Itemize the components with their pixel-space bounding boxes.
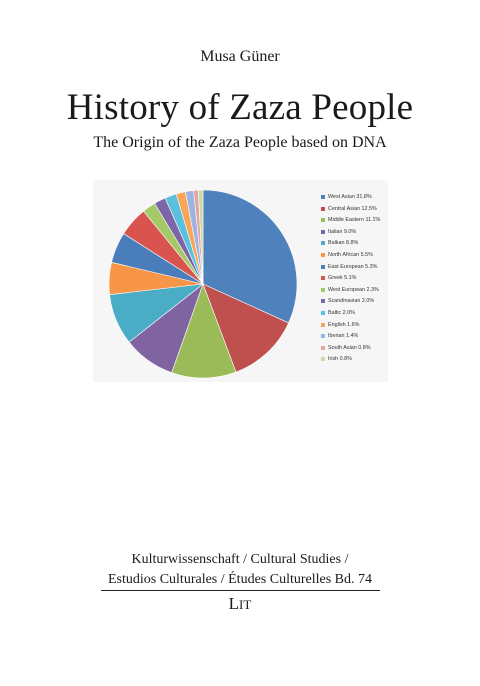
legend-item [321, 356, 380, 368]
legend-label: Italian 9.0% [328, 228, 357, 235]
legend-swatch [321, 299, 325, 303]
legend-swatch [321, 195, 325, 199]
legend-swatch [321, 311, 325, 315]
legend-item [321, 206, 380, 218]
legend-swatch [321, 253, 325, 257]
legend-item [321, 194, 380, 206]
legend-label: South Asian 0.8% [328, 344, 371, 351]
legend-swatch [321, 265, 325, 269]
legend-item [321, 275, 380, 287]
series-info [0, 550, 480, 590]
legend-label: Irish 0.8% [328, 356, 352, 363]
series-line-2: Estudios Culturales / Études Culturelles Bd. 74 [107, 572, 373, 587]
legend-label: West Asian 31.8% [328, 194, 372, 200]
legend-item [321, 310, 380, 322]
legend-swatch [321, 346, 325, 350]
legend-item [321, 287, 380, 299]
series-line-1: Kulturwissenschaft / Cultural Studies / [131, 552, 349, 567]
legend-label: English 1.6% [328, 321, 360, 328]
book-subtitle: The Origin of the Zaza People based on DNA [93, 134, 387, 151]
legend-label: Greek 5.1% [328, 275, 357, 282]
legend-item [321, 229, 380, 241]
legend-label: East European 5.3% [328, 263, 378, 270]
legend-label: Central Asian 12.5% [328, 205, 377, 212]
book-title: History of Zaza People [66, 87, 414, 128]
legend-label: Baltic 2.0% [328, 309, 355, 316]
legend-label: North African 5.5% [328, 251, 373, 258]
legend-label: Iberian 1.4% [328, 333, 359, 340]
legend-swatch [321, 207, 325, 211]
legend-swatch [321, 230, 325, 234]
legend-label: West European 2.3% [328, 286, 379, 293]
pie-chart-figure [93, 180, 388, 382]
legend-item [321, 264, 380, 276]
legend-item [321, 217, 380, 229]
legend-swatch [321, 241, 325, 245]
legend-swatch [321, 276, 325, 280]
series-divider [101, 590, 380, 591]
publisher-logo [0, 594, 480, 614]
legend-swatch [321, 334, 325, 338]
legend-label: Middle Eastern 11.1% [328, 217, 381, 224]
legend-swatch [321, 218, 325, 222]
legend-item [321, 345, 380, 357]
author-name: Musa Güner [200, 48, 280, 65]
legend-item [321, 252, 380, 264]
legend-swatch [321, 288, 325, 292]
legend-label: Balkan 8.8% [328, 240, 359, 247]
legend-item [321, 240, 380, 252]
legend-item [321, 333, 380, 345]
publisher-initial: L [228, 594, 240, 613]
legend-swatch [321, 357, 325, 361]
chart-legend [321, 194, 380, 368]
publisher-rest: IT [239, 597, 252, 612]
legend-swatch [321, 323, 325, 327]
legend-item [321, 322, 380, 334]
legend-item [321, 298, 380, 310]
legend-label: Scandinavian 2.0% [328, 298, 375, 305]
